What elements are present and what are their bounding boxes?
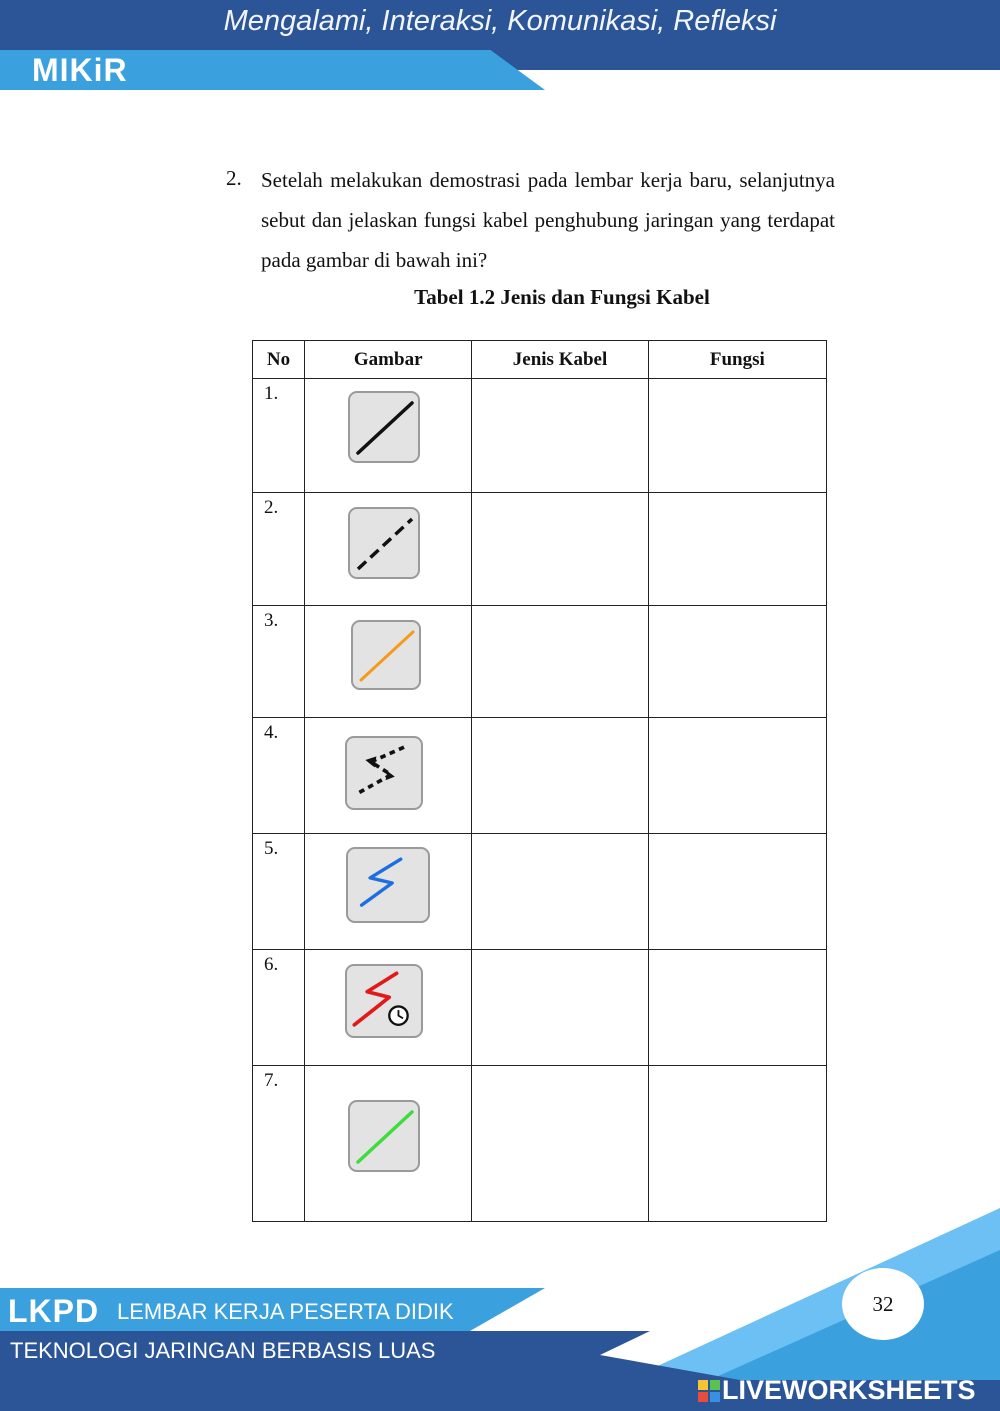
footer-course: TEKNOLOGI JARINGAN BERBASIS LUAS bbox=[10, 1338, 436, 1363]
footer-brand: LKPD bbox=[8, 1293, 100, 1329]
liveworksheets-text: LIVEWORKSHEETS bbox=[722, 1375, 976, 1405]
row-number: 7. bbox=[253, 1066, 305, 1222]
question-text: Setelah melakukan demostrasi pada lembar kerja baru, selanjutnya sebut dan jelaskan fungsi kabel penghubung jaringan yang terdapat pada gambar di bawah ini? bbox=[261, 168, 835, 272]
footer-subtitle: LEMBAR KERJA PESERTA DIDIK bbox=[117, 1299, 454, 1324]
row-number: 6. bbox=[253, 950, 305, 1066]
table-caption: Tabel 1.2 Jenis dan Fungsi Kabel bbox=[414, 285, 710, 309]
row-number: 3. bbox=[253, 606, 305, 718]
row-number: 1. bbox=[253, 379, 305, 493]
header-title: Mengalami, Interaksi, Komunikasi, Refleksi bbox=[223, 5, 777, 37]
row-number: 5. bbox=[253, 834, 305, 950]
liveworksheets-logo-icon bbox=[698, 1380, 720, 1402]
row-number: 4. bbox=[253, 718, 305, 834]
liveworksheets-watermark bbox=[698, 1376, 976, 1404]
row-number: 2. bbox=[253, 493, 305, 606]
page-number: 32 bbox=[842, 1268, 924, 1340]
question-number: 2. bbox=[226, 166, 242, 190]
header-gambar: Gambar bbox=[305, 341, 472, 379]
header-no: No bbox=[253, 341, 305, 379]
section-label: MIKiR bbox=[32, 52, 128, 88]
header-jenis-kabel: Jenis Kabel bbox=[472, 341, 648, 379]
header-fungsi: Fungsi bbox=[648, 341, 826, 379]
